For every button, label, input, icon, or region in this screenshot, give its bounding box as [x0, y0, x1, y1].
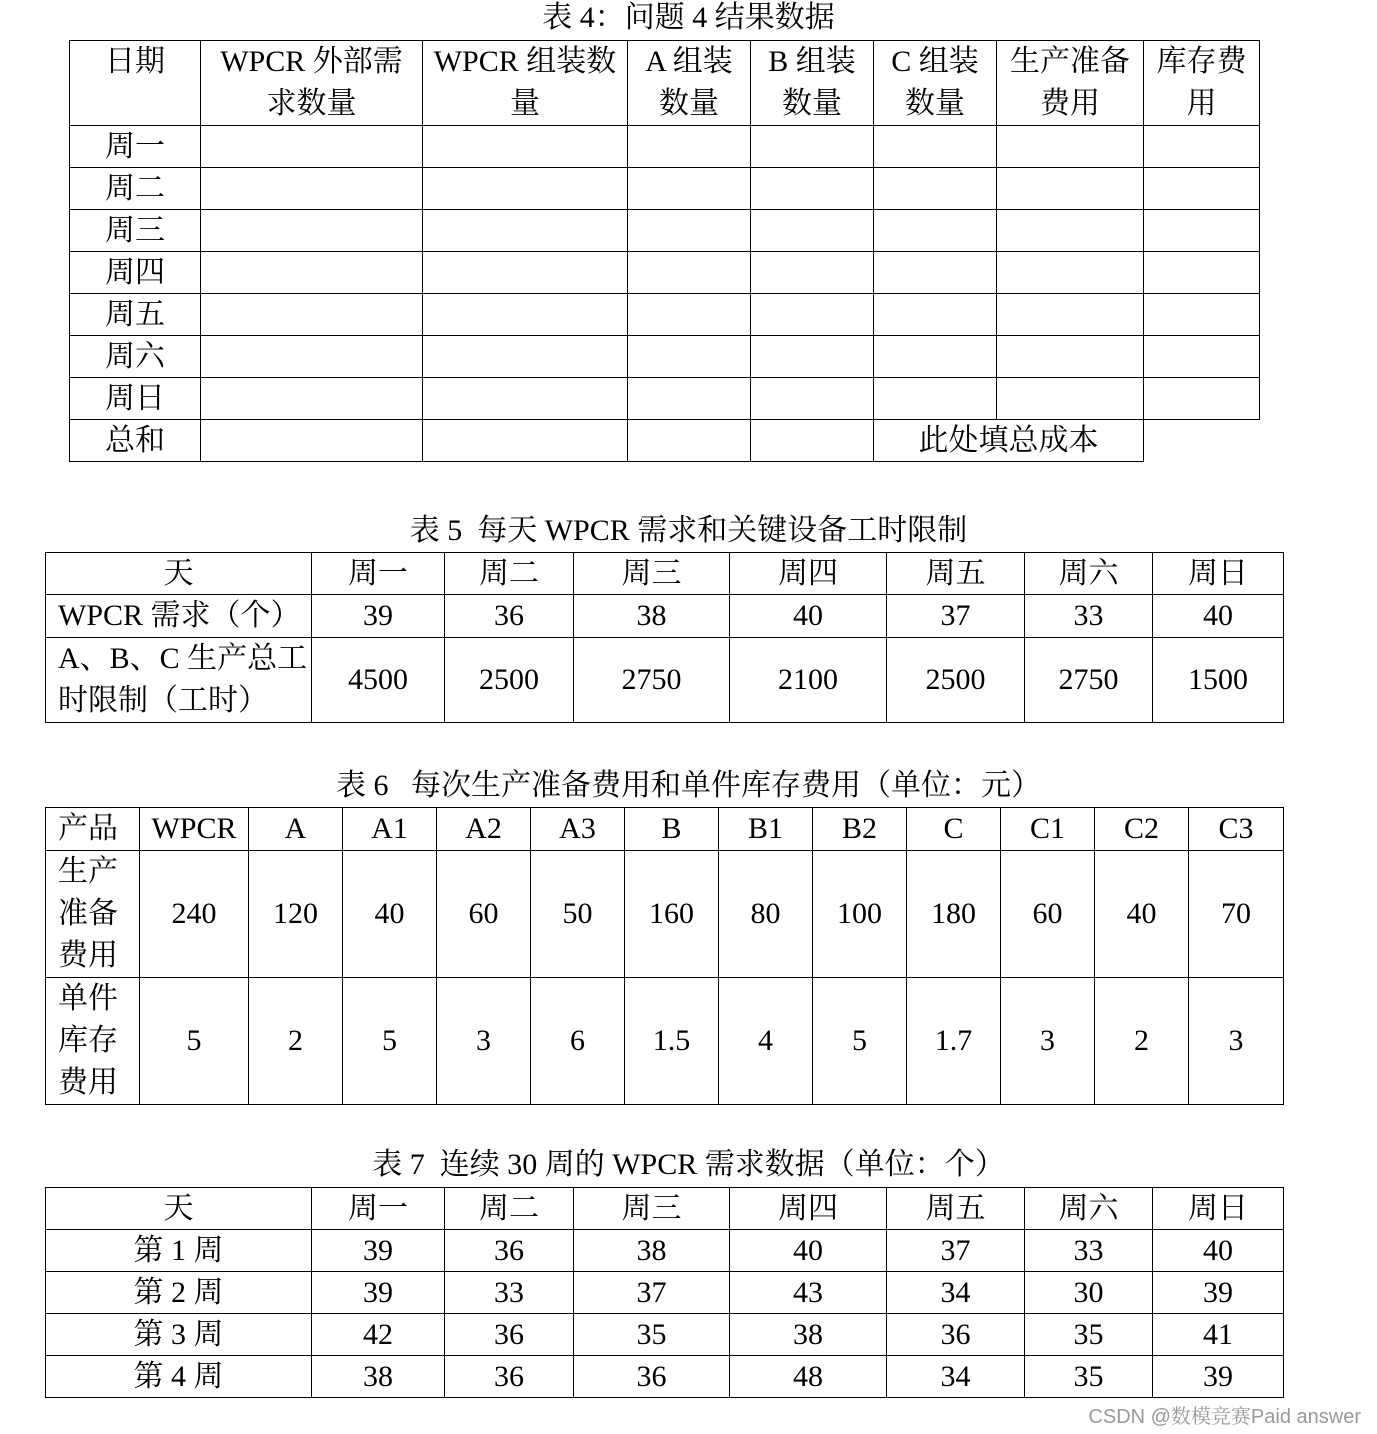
table-cell	[874, 168, 997, 210]
column-header: A 组装数量	[628, 41, 751, 126]
table-cell: 36	[445, 1356, 574, 1398]
table-cell: 43	[730, 1272, 887, 1314]
table-cell	[628, 294, 751, 336]
table-cell	[997, 168, 1144, 210]
table-cell: 4500	[312, 638, 445, 723]
table-cell	[1144, 168, 1260, 210]
table-cell	[1144, 252, 1260, 294]
table-cell: 33	[1025, 595, 1153, 638]
table-cell	[874, 252, 997, 294]
column-header: 生产准备费用	[997, 41, 1144, 126]
table-cell: 36	[445, 595, 574, 638]
table-cell: 37	[574, 1272, 730, 1314]
table-cell: 33	[1025, 1230, 1153, 1272]
table4-results	[69, 40, 1260, 462]
column-header: 日期	[70, 41, 201, 126]
table-row	[46, 638, 1284, 723]
total-cost-cell: 此处填总成本	[874, 420, 1144, 462]
table-cell: 39	[312, 595, 445, 638]
table-cell	[874, 126, 997, 168]
table-cell: 240	[140, 851, 249, 978]
table-cell: 40	[343, 851, 437, 978]
column-header: 周四	[730, 1188, 887, 1230]
table-cell	[751, 294, 874, 336]
table-cell: 2750	[1025, 638, 1153, 723]
table-row	[46, 978, 1284, 1105]
table-cell	[201, 210, 423, 252]
table-cell: 41	[1153, 1314, 1284, 1356]
table-cell	[201, 378, 423, 420]
table-cell: 5	[343, 978, 437, 1105]
table-cell	[751, 210, 874, 252]
table-row	[70, 210, 1260, 252]
column-header: 周四	[730, 553, 887, 595]
table-cell	[751, 420, 874, 462]
table-cell: 39	[1153, 1356, 1284, 1398]
header-row	[46, 1188, 1284, 1230]
table-cell	[201, 126, 423, 168]
table-cell: 5	[140, 978, 249, 1105]
table-cell: 36	[445, 1230, 574, 1272]
table-cell	[751, 168, 874, 210]
table-cell: 39	[1153, 1272, 1284, 1314]
table-cell	[423, 252, 628, 294]
table-cell: 37	[887, 1230, 1025, 1272]
table-cell	[1144, 336, 1260, 378]
table-cell: 39	[312, 1230, 445, 1272]
row-label: 总和	[70, 420, 201, 462]
table-row	[70, 294, 1260, 336]
table6-costs	[45, 807, 1284, 1105]
column-header: A1	[343, 808, 437, 851]
table-cell: 40	[1153, 595, 1284, 638]
table-cell	[1144, 210, 1260, 252]
table-cell	[201, 336, 423, 378]
table-cell	[423, 336, 628, 378]
table-row	[70, 378, 1260, 420]
table-cell: 40	[730, 1230, 887, 1272]
column-header: 产品	[46, 808, 140, 851]
column-header: 周三	[574, 1188, 730, 1230]
table-cell: 3	[1189, 978, 1284, 1105]
table-cell	[423, 378, 628, 420]
table-cell	[628, 378, 751, 420]
table-cell: 36	[574, 1356, 730, 1398]
row-label: 周四	[70, 252, 201, 294]
table-cell: 38	[312, 1356, 445, 1398]
row-label: 周三	[70, 210, 201, 252]
table-cell	[628, 420, 751, 462]
table-cell: 35	[1025, 1314, 1153, 1356]
table-cell	[751, 252, 874, 294]
table-cell	[201, 420, 423, 462]
table-cell	[1144, 294, 1260, 336]
table-cell: 6	[531, 978, 625, 1105]
table-cell: 35	[1025, 1356, 1153, 1398]
table-cell: 36	[445, 1314, 574, 1356]
table-cell: 2750	[574, 638, 730, 723]
header-row	[46, 553, 1284, 595]
table-cell: 2500	[445, 638, 574, 723]
table-cell: 34	[887, 1356, 1025, 1398]
table-row	[70, 126, 1260, 168]
table-cell: 120	[249, 851, 343, 978]
table-cell	[201, 294, 423, 336]
column-header: 周三	[574, 553, 730, 595]
table-cell: 40	[1153, 1230, 1284, 1272]
table-cell: 80	[719, 851, 813, 978]
table-cell: 160	[625, 851, 719, 978]
table-cell	[874, 210, 997, 252]
column-header: 天	[46, 1188, 312, 1230]
row-label: 周六	[70, 336, 201, 378]
column-header: 周五	[887, 553, 1025, 595]
table-cell	[874, 378, 997, 420]
row-label: 第 2 周	[46, 1272, 312, 1314]
table4-caption: 表 4：问题 4 结果数据	[542, 1, 835, 34]
table-row	[46, 1356, 1284, 1398]
table-cell	[628, 336, 751, 378]
table-cell	[997, 252, 1144, 294]
table-cell: 30	[1025, 1272, 1153, 1314]
table-cell	[423, 168, 628, 210]
table-row	[70, 420, 1260, 462]
column-header: 周二	[445, 553, 574, 595]
column-header: 周二	[445, 1188, 574, 1230]
column-header: 周日	[1153, 553, 1284, 595]
table-cell	[997, 336, 1144, 378]
table-cell	[628, 252, 751, 294]
table-cell	[201, 252, 423, 294]
row-label: 单件库存费用	[46, 978, 140, 1105]
table-cell: 39	[312, 1272, 445, 1314]
table-cell: 180	[907, 851, 1001, 978]
column-header: 周六	[1025, 1188, 1153, 1230]
table-cell: 48	[730, 1356, 887, 1398]
column-header: B 组装数量	[751, 41, 874, 126]
table-cell	[997, 294, 1144, 336]
column-header: WPCR 外部需求数量	[201, 41, 423, 126]
row-label: 周日	[70, 378, 201, 420]
table-cell	[751, 378, 874, 420]
table-cell: 33	[445, 1272, 574, 1314]
row-label: 第 3 周	[46, 1314, 312, 1356]
table-cell: 2100	[730, 638, 887, 723]
table7-caption: 表 7 连续 30 周的 WPCR 需求数据（单位：个）	[372, 1148, 1005, 1181]
table-row	[46, 1314, 1284, 1356]
table-cell: 1.5	[625, 978, 719, 1105]
table-cell: 1500	[1153, 638, 1284, 723]
table-cell: 38	[730, 1314, 887, 1356]
column-header: 周六	[1025, 553, 1153, 595]
table-cell	[874, 294, 997, 336]
table-cell: 2	[249, 978, 343, 1105]
table-cell: 38	[574, 595, 730, 638]
table-cell	[1144, 378, 1260, 420]
column-header: C2	[1095, 808, 1189, 851]
header-row	[70, 41, 1260, 126]
row-label: 生产准备费用	[46, 851, 140, 978]
column-header: WPCR 组装数量	[423, 41, 628, 126]
table-cell: 50	[531, 851, 625, 978]
row-label: WPCR 需求（个）	[46, 595, 312, 638]
row-label: 周五	[70, 294, 201, 336]
table-cell	[997, 378, 1144, 420]
table7-weekly-demand	[45, 1187, 1284, 1398]
column-header: 周五	[887, 1188, 1025, 1230]
column-header: WPCR	[140, 808, 249, 851]
table-cell: 3	[1001, 978, 1095, 1105]
row-label: 第 1 周	[46, 1230, 312, 1272]
table-row	[46, 595, 1284, 638]
table-cell: 37	[887, 595, 1025, 638]
table-cell: 42	[312, 1314, 445, 1356]
column-header: A2	[437, 808, 531, 851]
column-header: C1	[1001, 808, 1095, 851]
table-cell	[751, 126, 874, 168]
table-row	[70, 336, 1260, 378]
table-cell	[751, 336, 874, 378]
table-cell	[423, 294, 628, 336]
column-header: 周一	[312, 1188, 445, 1230]
row-label: 第 4 周	[46, 1356, 312, 1398]
table-cell	[423, 210, 628, 252]
table-cell	[423, 126, 628, 168]
table-row	[46, 1272, 1284, 1314]
table-cell	[423, 420, 628, 462]
header-row	[46, 808, 1284, 851]
column-header: C3	[1189, 808, 1284, 851]
table-cell: 60	[1001, 851, 1095, 978]
table-cell: 1.7	[907, 978, 1001, 1105]
table-cell	[628, 210, 751, 252]
column-header: A3	[531, 808, 625, 851]
table-cell: 2	[1095, 978, 1189, 1105]
table-row	[70, 252, 1260, 294]
table-cell: 35	[574, 1314, 730, 1356]
watermark: CSDN @数模竞赛Paid answer	[1088, 1406, 1361, 1428]
table-row	[46, 851, 1284, 978]
table-cell: 36	[887, 1314, 1025, 1356]
column-header: C	[907, 808, 1001, 851]
row-label: 周一	[70, 126, 201, 168]
column-header: A	[249, 808, 343, 851]
column-header: B	[625, 808, 719, 851]
table-cell: 100	[813, 851, 907, 978]
table-cell	[201, 168, 423, 210]
table-cell: 5	[813, 978, 907, 1105]
table-row	[46, 1230, 1284, 1272]
table-cell	[628, 168, 751, 210]
table-cell	[874, 336, 997, 378]
table-cell	[997, 126, 1144, 168]
column-header: 库存费用	[1144, 41, 1260, 126]
table-cell: 3	[437, 978, 531, 1105]
table-cell: 4	[719, 978, 813, 1105]
table-cell	[997, 210, 1144, 252]
column-header: C 组装数量	[874, 41, 997, 126]
column-header: 周一	[312, 553, 445, 595]
table-cell: 2500	[887, 638, 1025, 723]
table-row	[70, 168, 1260, 210]
table-cell: 70	[1189, 851, 1284, 978]
table-cell	[628, 126, 751, 168]
table5-caption: 表 5 每天 WPCR 需求和关键设备工时限制	[409, 514, 968, 547]
column-header: 周日	[1153, 1188, 1284, 1230]
table-cell	[1144, 126, 1260, 168]
row-label: A、B、C 生产总工时限制（工时）	[46, 638, 312, 723]
table6-caption: 表 6 每次生产准备费用和单件库存费用（单位：元）	[336, 769, 1041, 802]
table-cell: 60	[437, 851, 531, 978]
table-cell: 38	[574, 1230, 730, 1272]
table-cell: 34	[887, 1272, 1025, 1314]
table-cell: 40	[1095, 851, 1189, 978]
column-header: B1	[719, 808, 813, 851]
column-header: B2	[813, 808, 907, 851]
column-header: 天	[46, 553, 312, 595]
table5-daily-demand	[45, 552, 1284, 723]
row-label: 周二	[70, 168, 201, 210]
table-cell: 40	[730, 595, 887, 638]
